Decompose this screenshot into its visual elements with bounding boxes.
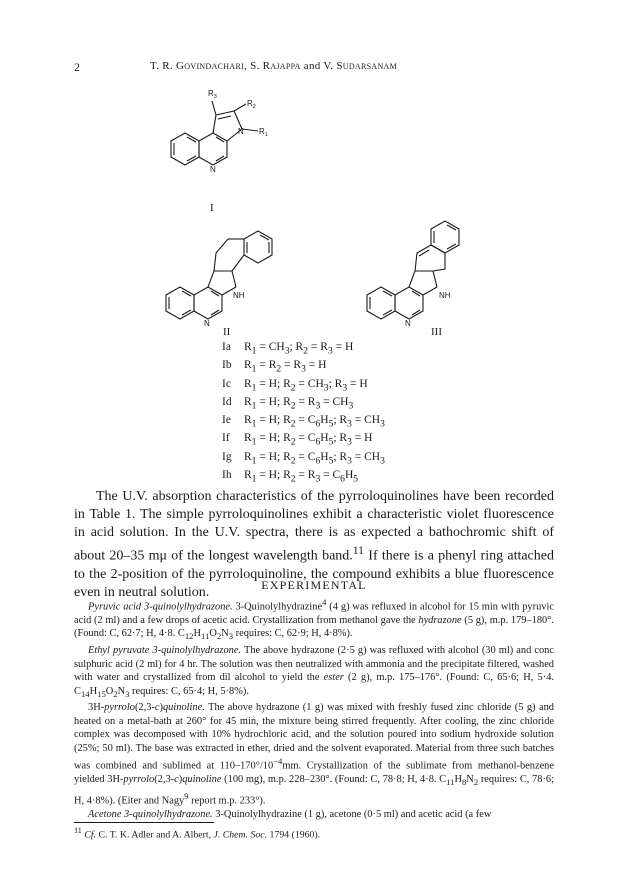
compound-row (222, 468, 385, 486)
experimental-heading: EXPERIMENTAL (261, 578, 367, 592)
compound-row (222, 413, 385, 431)
experimental-body (74, 596, 554, 821)
compound-row (222, 431, 385, 449)
structure-i-label: I (210, 202, 214, 214)
structure-i-r3-label: $R_3$ (208, 89, 217, 100)
compound-id: Ib (222, 359, 232, 372)
experimental-paragraph: 3H-pyrrolo(2,3-c)quinoline. The above hydrazone (1 g) was mixed with freshly fused zinc chloride (5 g) and heated on a metal-bath at 260° for 45 min, the mixture being stirred frequently. After cooling, the zinc chloride complex was decomposed with 10% hydrochloric acid, and the solution poured into sodium hydroxide solution (25%; 50 ml). The base was extracted in ether, dried and the solvent evaporated. Material from three such batches was combined and sublimed at $110-170^\circ/10^{-4}mm$. Crystallization of the sublimate from methanol-benzene yielded 3H-pyrrolo(2,3-c)quinoline (100 mg), m.p. 228–230°. (Found: C, 78·8; H, 4·8. $C_{11}H_8N_2$ requires: C, 78·6; H, 4·8%). (Eiter and Nagy$^9$ report m.p. 233°). (74, 702, 554, 807)
page-number: 2 (74, 60, 80, 74)
structure-i-n-pyrrole: N (238, 127, 244, 136)
compound-id: Ig (222, 450, 232, 463)
compound-id: Ih (222, 469, 232, 482)
structure-iii (355, 225, 515, 328)
structure-ii-n-ring: N (204, 319, 210, 328)
compound-id: Id (222, 395, 232, 408)
intro-paragraph: The U.V. absorption characteristics of the pyrroloquinolines have been recorded in Table 1. The simple pyrroloquinolines exhibit a characteristic violet fluorescence in acid solution. In the U.V. spectra, there is as expected a bathochromic shift of about 20–35 mμ of the longest wavelength band.$^{11}$ If there is a phenyl ring attached to the 2-position of the pyrroloquinoline, the compound exhibits a blue fluorescence even in neutral solution. (74, 489, 554, 600)
structure-iii-label: III (431, 326, 442, 338)
compound-substituents: $R_1 = CH_3$; $R_2 = R_3 = H$ (244, 341, 354, 357)
compound-row (222, 340, 385, 358)
compound-substituents: $R_1 = H$; $R_2 = CH_3$; $R_3 = H$ (244, 377, 368, 393)
compound-row (222, 377, 385, 395)
experimental-paragraph: Pyruvic acid 3-quinolylhydrazone. 3-Quinolylhydrazine$^4$ (4 g) was refluxed in alcohol for 15 min with pyruvic acid (2 ml) and a few drops of acetic acid. Crystallization from methanol gave the hydrazone (5 g), m.p. 179–180°. (Found: C, 62·7; H, 4·8. $C_{12}H_{11}O_2N_3$ requires: C, 62·9; H, 4·8%). (74, 597, 554, 642)
structure-ii-label: II (223, 326, 231, 338)
compound-id: Ic (222, 377, 231, 390)
structure-i-r2-label: $R_2$ (247, 99, 256, 110)
compound-id: If (222, 432, 230, 445)
compound-table (222, 340, 385, 486)
compound-substituents: $R_1 = H$; $R_2 = R_3 = C_6H_5$ (244, 469, 359, 485)
structure-i (150, 85, 310, 210)
compound-substituents: $R_1 = H$; $R_2 = C_6H_5$; $R_3 = CH_3$ (244, 450, 385, 467)
compound-id: Ie (222, 414, 231, 427)
running-head: T. R. Govindachari, S. Rajappa and V. Sudarsanam (150, 60, 398, 72)
footnote: $^{11}$ Cf. C. T. K. Adler and A. Albert, J. Chem. Soc. 1794 (1960). (74, 826, 321, 841)
compound-row (222, 450, 385, 468)
compound-row (222, 395, 385, 413)
structure-i-r1-label: $R_1$ (259, 127, 268, 138)
footnote-rule (74, 822, 214, 823)
compound-substituents: $R_1 = R_2 = R_3 = H$ (244, 359, 327, 375)
structure-ii (150, 225, 310, 328)
experimental-paragraph: Ethyl pyruvate 3-quinolylhydrazone. The above hydrazone (2·5 g) was refluxed with alcohol (30 ml) and conc sulphuric acid (2 ml) for 4 hr. The solution was then neutralized with ammonia and the precipitate filtered, washed with water and crystallized from dil alcohol to yield the ester (2 g), m.p. 175–176°. (Found: C, 65·6; H, 5·4. $C_{14}H_{15}O_2N_3$ requires: C, 65·4; H, 5·8%). (74, 645, 554, 699)
experimental-paragraph: Acetone 3-quinolylhydrazone. 3-Quinolylhydrazine (1 g), acetone (0·5 ml) and acetic acid (a few (88, 808, 492, 820)
structure-ii-nh: NH (233, 291, 245, 300)
compound-substituents: $R_1 = H$; $R_2 = R_3 = CH_3$ (244, 395, 354, 412)
compound-row (222, 358, 385, 376)
compound-id: Ia (222, 341, 231, 353)
structure-iii-nh: NH (439, 291, 451, 300)
structure-iii-n-ring: N (405, 319, 411, 328)
compound-substituents: $R_1 = H$; $R_2 = C_6H_5$; $R_3 = CH_3$ (244, 414, 385, 430)
compound-substituents: $R_1 = H$; $R_2 = C_6H_5$; $R_3 = H$ (244, 432, 373, 448)
structure-i-n-ring: N (210, 165, 216, 174)
